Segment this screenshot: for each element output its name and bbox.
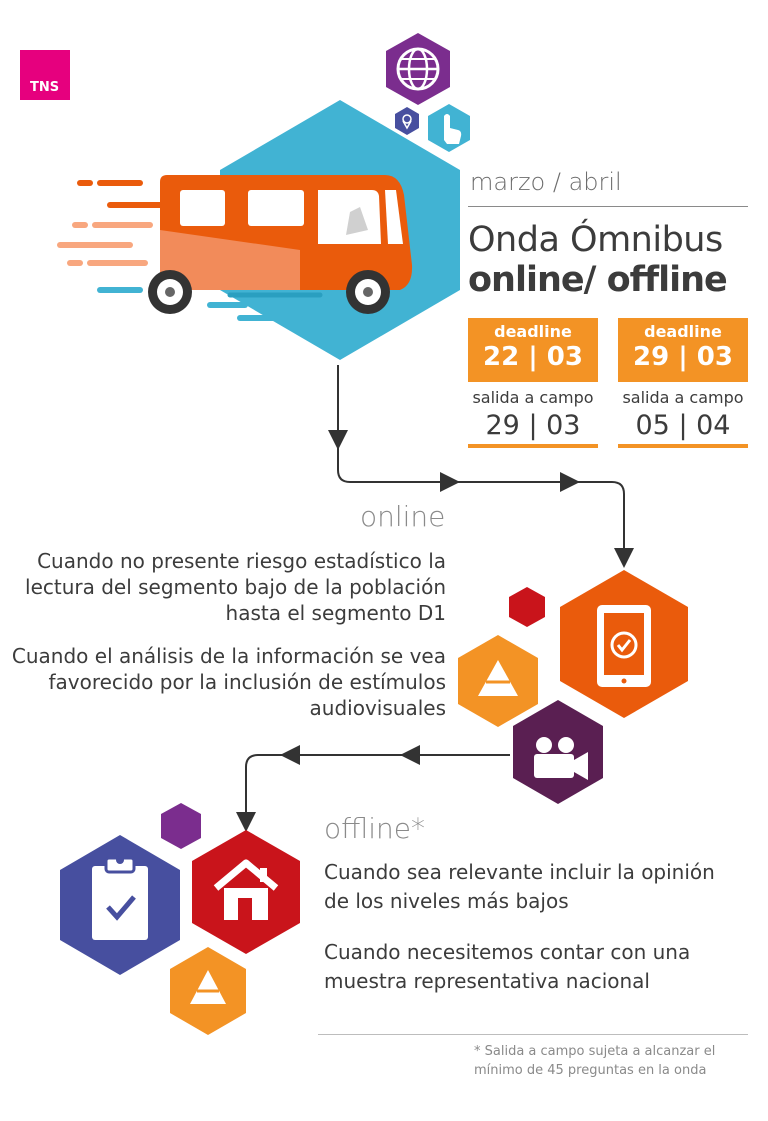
small-red-hexagon [509, 587, 545, 627]
deadline-box-1 [468, 318, 598, 382]
deadline-date: 22 | 03 [483, 342, 583, 372]
logo-text: TNS [30, 80, 60, 95]
field-date: 29 | 03 [485, 410, 581, 441]
globe-icon [386, 33, 450, 105]
field-label: salida a campo [472, 388, 594, 407]
period-label: marzo / abril [470, 168, 622, 196]
field-date: 05 | 04 [635, 410, 731, 441]
deadline-date: 29 | 03 [633, 342, 733, 372]
pyramid-icon [170, 947, 246, 1035]
online-point-1: Cuando no presente riesgo estadístico la lectura del segmento bajo de la población hasta el segmento D1 [25, 549, 446, 625]
house-icon [192, 830, 300, 954]
footnote: * Salida a campo sujeta a alcanzar el mínimo de 45 preguntas en la onda [474, 1044, 716, 1078]
offline-point-2: Cuando necesitemos contar con una muestra representativa nacional [324, 940, 691, 993]
clipboard-check-icon [60, 835, 180, 975]
small-purple-hexagon [161, 803, 201, 849]
deadline-label: deadline [644, 322, 722, 341]
online-heading: online [360, 500, 446, 533]
location-pin-icon [395, 107, 419, 135]
page-title: Onda Ómnibus [468, 220, 723, 260]
page-subtitle: online/ offline [468, 260, 727, 300]
offline-point-1: Cuando sea relevante incluir la opinión de los niveles más bajos [324, 860, 715, 913]
pyramid-icon [458, 635, 538, 727]
divider [468, 206, 748, 207]
video-camera-icon [513, 700, 603, 804]
deadline-rule [468, 444, 598, 448]
online-point-2: Cuando el análisis de la información se vea favorecido por la inclusión de estímulos audiovisuales [11, 644, 446, 720]
offline-heading: offline* [324, 812, 425, 845]
touch-hand-icon [428, 104, 470, 152]
footnote-divider [318, 1034, 748, 1035]
deadline-label: deadline [494, 322, 572, 341]
field-label: salida a campo [622, 388, 744, 407]
tablet-check-icon [560, 570, 688, 718]
deadline-box-2 [618, 318, 748, 382]
deadline-rule [618, 444, 748, 448]
